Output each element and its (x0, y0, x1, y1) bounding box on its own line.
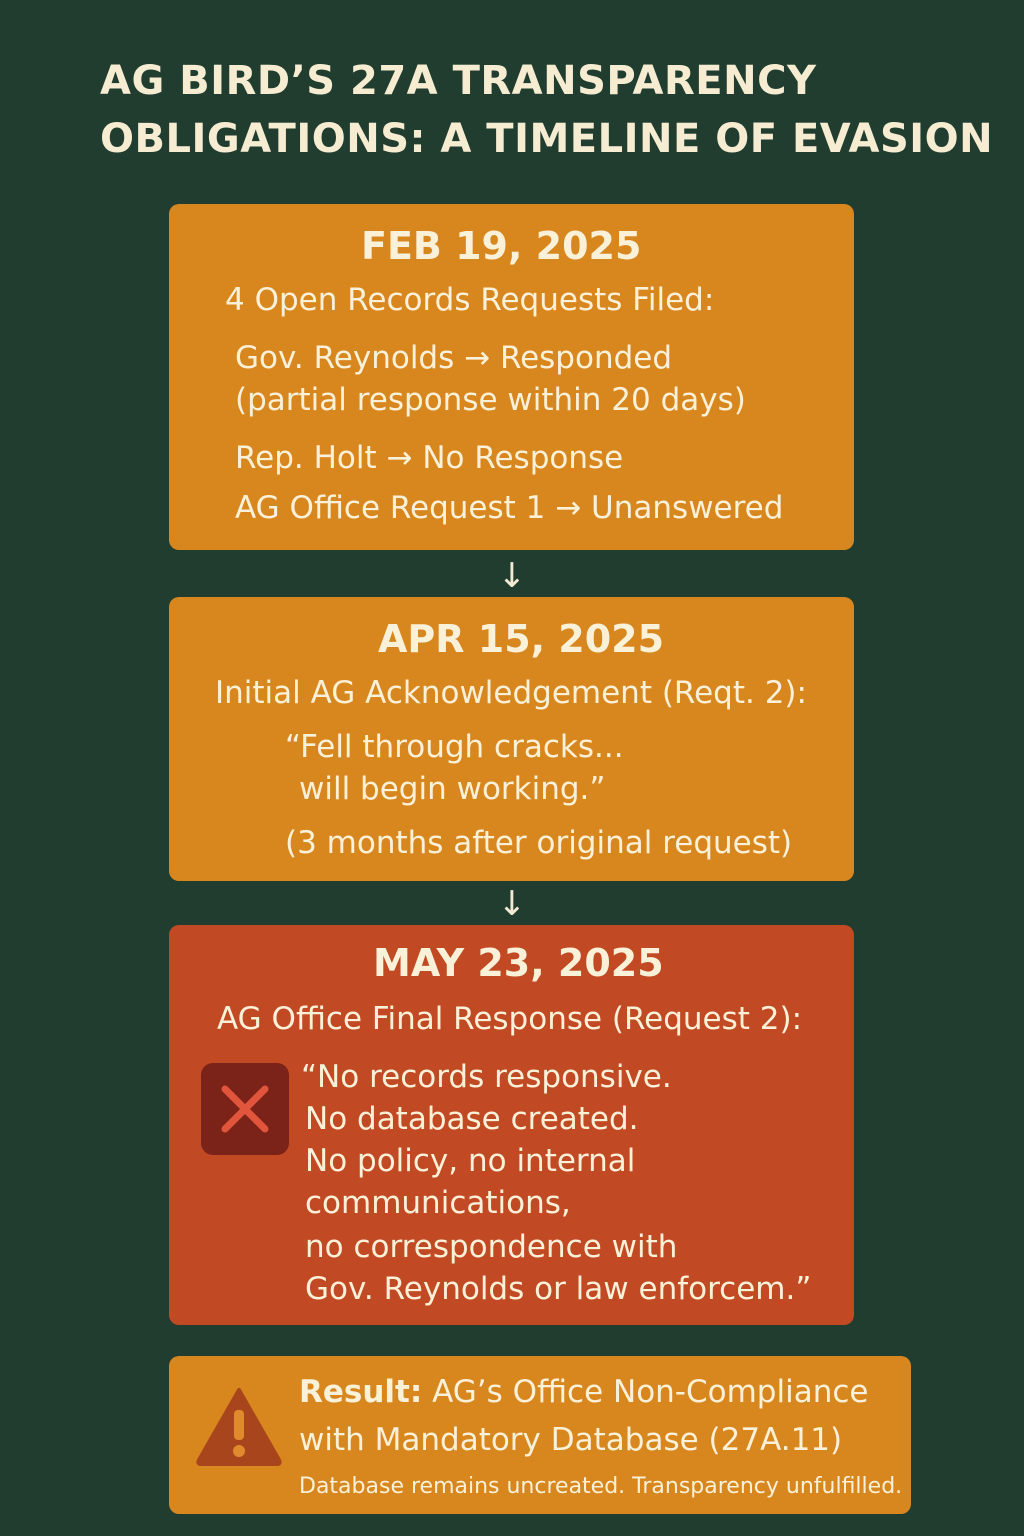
event-heading: 4 Open Records Requests Filed: (225, 282, 715, 318)
result-card (169, 1356, 911, 1514)
event-line: Rep. Holt → No Response (235, 440, 624, 476)
event-heading: AG Office Final Response (Request 2): (217, 1001, 803, 1037)
event-quote-line: communications, (305, 1185, 571, 1221)
warning-triangle-icon (193, 1384, 285, 1468)
event-line: (partial response within 20 days) (235, 382, 746, 418)
event-quote-line: No policy, no internal (305, 1143, 636, 1179)
title-line-1: AG BIRD’S 27A TRANSPARENCY (100, 58, 817, 104)
event-quote-line: “No records responsive. (301, 1059, 672, 1095)
down-arrow-icon: ↓ (497, 556, 527, 596)
event-date: MAY 23, 2025 (373, 941, 664, 985)
event-quote-line: Gov. Reynolds or law enforcem.” (305, 1271, 812, 1307)
event-card-feb-19 (169, 204, 854, 550)
event-date: FEB 19, 2025 (361, 224, 642, 268)
event-card-apr-15 (169, 597, 854, 881)
result-text-1: AG’s Office Non-Compliance (432, 1374, 869, 1410)
down-arrow-icon: ↓ (497, 884, 527, 924)
event-line: Gov. Reynolds → Responded (235, 340, 673, 376)
event-quote-line: No database created. (305, 1101, 639, 1137)
event-heading: Initial AG Acknowledgement (Reqt. 2): (215, 675, 807, 711)
event-date: APR 15, 2025 (378, 617, 665, 661)
event-note: (3 months after original request) (285, 825, 793, 861)
event-card-may-23 (169, 925, 854, 1325)
x-mark-icon (201, 1063, 289, 1155)
title-line-2: OBLIGATIONS: A TIMELINE OF EVASION (100, 116, 994, 162)
event-quote-line: will begin working.” (299, 771, 606, 807)
page-title (100, 52, 1000, 168)
result-line-1 (299, 1374, 868, 1410)
result-label: Result: (299, 1374, 423, 1410)
event-line: AG Office Request 1 → Unanswered (235, 490, 784, 526)
result-note: Database remains uncreated. Transparency unfulfilled. (299, 1474, 903, 1499)
result-line-2: with Mandatory Database (27A.11) (299, 1422, 843, 1458)
event-quote-line: no correspondence with (305, 1229, 678, 1265)
event-quote-line: “Fell through cracks... (285, 729, 624, 765)
